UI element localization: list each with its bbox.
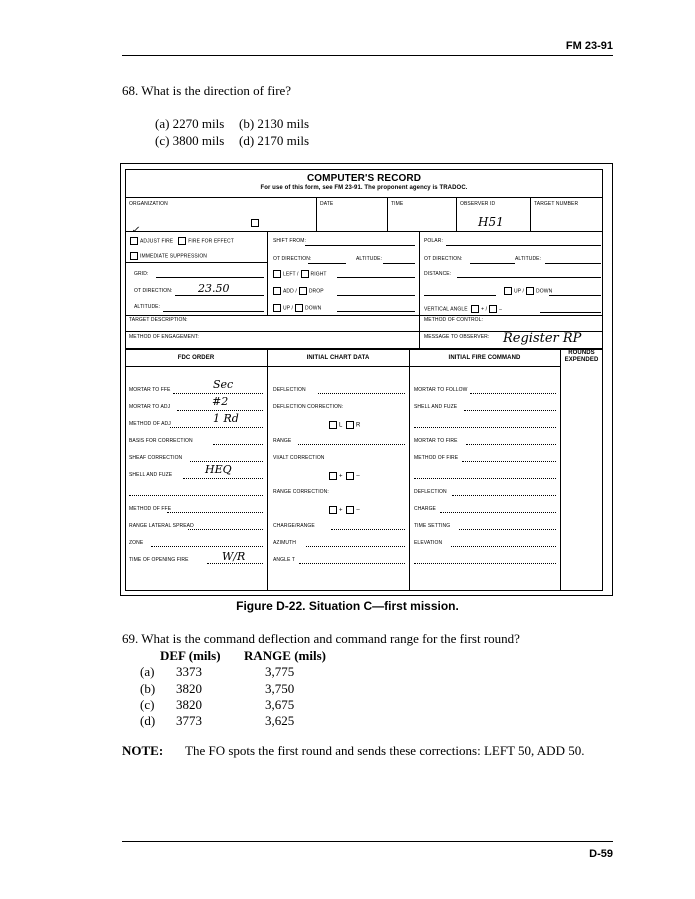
fdc-row-7: METHOD OF FFE xyxy=(129,506,172,512)
form-divider xyxy=(125,197,603,198)
chart-row-10: ANGLE T xyxy=(273,557,296,563)
fire-cmd-row-0: MORTAR TO FOLLOW xyxy=(414,387,468,393)
target-description-label: TARGET DESCRIPTION: xyxy=(129,317,188,323)
fdc-row-9: ZONE xyxy=(129,540,144,546)
ot-direction-value: 23.50 xyxy=(198,282,230,295)
fdc-row-0: MORTAR TO FFE xyxy=(129,387,171,393)
up-down-option: UP / DOWN xyxy=(271,304,321,312)
col-range-header: RANGE (mils) xyxy=(244,648,326,663)
org-checkbox xyxy=(249,219,261,227)
chart-row-9: AZIMUTH xyxy=(273,540,296,546)
shift-from-label: SHIFT FROM: xyxy=(273,238,306,244)
option-a: (a) 2270 mils xyxy=(155,116,225,131)
answer-row: (c) 3820 3,675 xyxy=(140,697,295,712)
adjust-fire-option: ADJUST FIRE FIRE FOR EFFECT xyxy=(128,237,234,245)
grid-label: GRID: xyxy=(134,271,149,277)
question-68-options xyxy=(155,115,323,149)
vertical-angle-option: VERTICAL ANGLE + / – xyxy=(424,306,503,313)
chart-row-8: CHARGE/RANGE xyxy=(273,523,315,529)
up-down2-option: UP / DOWN xyxy=(502,287,552,295)
col-header-initial-chart-data: INITIAL CHART DATA xyxy=(306,355,370,361)
target-number-label: TARGET NUMBER xyxy=(534,201,579,207)
footer-rule xyxy=(122,841,613,842)
question-69: 69. What is the command deflection and command range for the first round? xyxy=(122,631,520,646)
fdc-row-3: BASIS FOR CORRECTION xyxy=(129,438,193,444)
org-label: ORGANIZATION xyxy=(129,201,168,207)
col-header-rounds-expended: ROUNDS EXPENDED xyxy=(564,350,599,363)
fire-cmd-row-8: TIME SETTING xyxy=(414,523,451,529)
chart-row-3: RANGE xyxy=(273,438,292,444)
fdc-row-4: SHEAF CORRECTION xyxy=(129,455,183,461)
note-label: NOTE: xyxy=(122,743,164,758)
option-c: (c) 3800 mils xyxy=(155,133,225,148)
form-subtitle: For use of this form, see FM 23-91. The proponent agency is TRADOC. xyxy=(260,185,468,191)
left-right-option: LEFT / RIGHT xyxy=(271,270,327,278)
ot-direction2-label: OT DIRECTION: xyxy=(273,256,312,262)
fire-cmd-row-3: MORTAR TO FIRE xyxy=(414,438,458,444)
ot-direction-label: OT DIRECTION: xyxy=(134,288,173,294)
range-correction-boxes: + – xyxy=(327,506,360,514)
chart-row-6: RANGE CORRECTION: xyxy=(273,489,329,495)
form-inner-border xyxy=(125,169,603,591)
header-rule xyxy=(122,55,613,56)
mortar-to-adj-value: #2 xyxy=(212,395,229,408)
time-of-opening-fire-value: W/R xyxy=(222,550,246,563)
form-title: COMPUTER'S RECORD xyxy=(306,173,422,184)
time-label: TIME xyxy=(391,201,404,207)
note-text: The FO spots the first round and sends these corrections: LEFT 50, ADD 50. xyxy=(185,743,585,758)
note xyxy=(122,743,584,759)
observer-id-label: OBSERVER ID xyxy=(460,201,496,207)
option-d: (d) 2170 mils xyxy=(239,133,310,148)
mortar-to-ffe-value: Sec xyxy=(213,378,234,391)
col-header-fdc-order: FDC ORDER xyxy=(177,355,215,361)
chart-row-0: DEFLECTION xyxy=(273,387,306,393)
fire-cmd-row-7: CHARGE xyxy=(414,506,436,512)
answer-row: (d) 3773 3,625 xyxy=(140,713,295,728)
altitude2-label: ALTITUDE: xyxy=(356,256,383,262)
fdc-row-8: RANGE LATERAL SPREAD xyxy=(129,523,194,529)
fire-cmd-row-4: METHOD OF FIRE xyxy=(414,455,459,461)
answer-table-header xyxy=(160,648,326,664)
vi-alt-boxes: + – xyxy=(327,472,360,480)
polar-label: POLAR: xyxy=(424,238,443,244)
adjust-fire-check: ✓ xyxy=(131,225,140,236)
option-b: (b) 2130 mils xyxy=(239,116,310,131)
question-68: 68. What is the direction of fire? xyxy=(122,83,292,98)
chart-row-1: DEFLECTION CORRECTION: xyxy=(273,404,344,410)
observer-id-value: H51 xyxy=(478,215,504,229)
page-number: D-59 xyxy=(589,848,613,860)
running-header: FM 23-91 xyxy=(565,40,613,52)
deflection-lr-boxes: L R xyxy=(327,421,360,429)
altitude3-label: ALTITUDE: xyxy=(515,256,542,262)
col-def-header: DEF (mils) xyxy=(160,648,221,663)
fdc-row-5: SHELL AND FUZE xyxy=(129,472,173,478)
shell-and-fuze-value: HEQ xyxy=(205,463,232,476)
fdc-row-2: METHOD OF ADJ xyxy=(129,421,171,427)
message-to-observer-label: MESSAGE TO OBSERVER: xyxy=(424,334,490,340)
date-label: DATE xyxy=(320,201,334,207)
fire-cmd-row-9: ELEVATION xyxy=(414,540,443,546)
method-of-adj-value: 1 Rd xyxy=(213,412,239,425)
chart-row-4: VI/ALT CORRECTION xyxy=(273,455,325,461)
fire-cmd-row-6: DEFLECTION xyxy=(414,489,447,495)
message-to-observer-value: Register RP xyxy=(503,331,582,346)
method-of-engagement-label: METHOD OF ENGAGEMENT: xyxy=(129,334,199,340)
immediate-suppression-option: IMMEDIATE SUPPRESSION xyxy=(128,252,207,260)
answer-row: (b) 3820 3,750 xyxy=(140,681,295,696)
fdc-row-1: MORTAR TO ADJ xyxy=(129,404,171,410)
fire-cmd-row-1: SHELL AND FUZE xyxy=(414,404,458,410)
distance-label: DISTANCE: xyxy=(424,271,452,277)
answer-row: (a) 3373 3,775 xyxy=(140,664,295,679)
fdc-row-10: TIME OF OPENING FIRE xyxy=(129,557,189,563)
col-header-initial-fire-command: INITIAL FIRE COMMAND xyxy=(448,355,521,361)
ot-direction3-label: OT DIRECTION: xyxy=(424,256,463,262)
add-drop-option: ADD / DROP xyxy=(271,287,324,295)
altitude-label: ALTITUDE: xyxy=(134,304,161,310)
method-of-control-label: METHOD OF CONTROL: xyxy=(424,317,484,323)
figure-caption: Figure D-22. Situation C—first mission. xyxy=(236,599,459,613)
